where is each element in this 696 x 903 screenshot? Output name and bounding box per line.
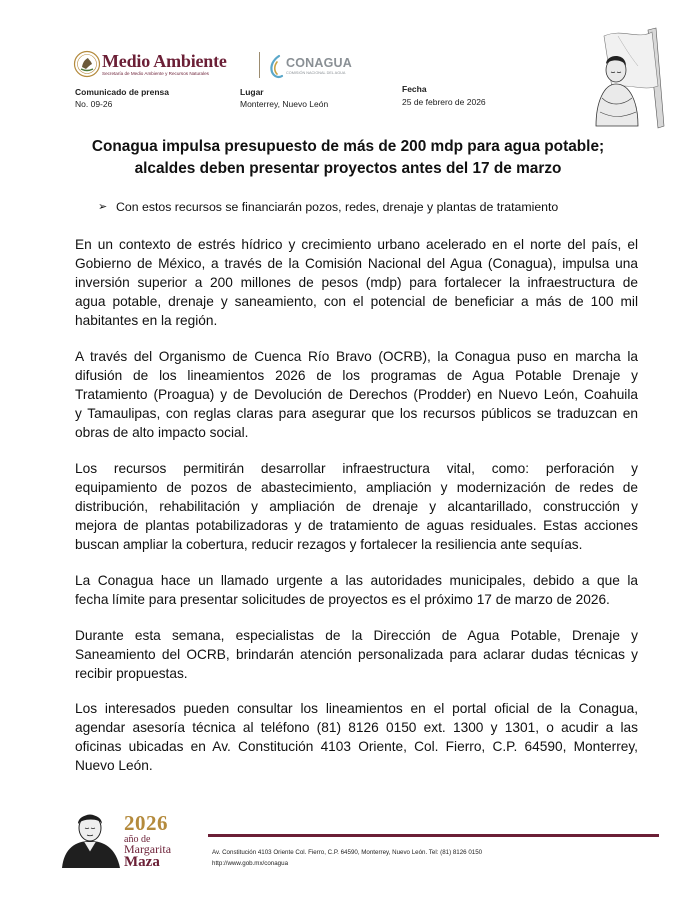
title-line: Conagua impulsa presupuesto de más de 200 mdp para agua potable; — [91, 138, 605, 155]
paragraph-line: agua potable, drenaje y saneamiento, con el potencial de beneficiar a más de 100 mil — [75, 294, 638, 309]
place-label: Lugar — [240, 87, 264, 97]
body-paragraph — [75, 459, 638, 554]
body-paragraph — [75, 347, 638, 442]
body-paragraph — [75, 626, 638, 683]
national-emblem-icon — [73, 50, 101, 78]
ministry-name: Medio Ambiente — [102, 51, 227, 71]
paragraph-line: obras de alto impacto social. — [75, 425, 249, 440]
medio-ambiente-logo — [73, 48, 253, 84]
paragraph-line: agendar asesoría técnica al teléfono (81) 8126 0150 ext. 1300 y 1301, o acudir a las — [75, 720, 638, 735]
paragraph-line: oficinas ubicadas en Av. Constitución 4103 Oriente, Col. Fierro, C.P. 64590, Monterrey, — [75, 739, 638, 754]
portrait-illustration — [60, 808, 122, 868]
date-label: Fecha — [402, 84, 427, 94]
heroine-flag-illustration — [578, 26, 666, 132]
paragraph-line: inversión superior a 200 millones de pesos (mdp) para fortalecer la infraestructura de — [75, 275, 638, 290]
paragraph-line: Tratamiento (Proagua) y de Devolución de Derechos (Prodder) en Nuevo León, Coahuila — [75, 387, 638, 402]
paragraph-line: A través del Organismo de Cuenca Río Bravo (OCRB), la Conagua puso en marcha la — [75, 349, 638, 364]
conagua-logo — [266, 50, 376, 84]
release-label: Comunicado de prensa — [75, 87, 169, 97]
paragraph-line: fecha límite para presentar solicitudes de proyectos es el próximo 17 de marzo de 2026. — [75, 592, 610, 607]
paragraph-line: equipamiento de pozos de abastecimiento, ampliación y modernización de redes de — [75, 480, 638, 495]
paragraph-line: Los interesados pueden consultar los lineamientos en el portal oficial de la Conagua, — [75, 701, 638, 716]
paragraph-line: La Conagua hace un llamado urgente a las autoridades municipales, debido a que la — [75, 573, 638, 588]
bullet-text: Con estos recursos se financiarán pozos, redes, drenaje y plantas de tratamiento — [116, 200, 559, 214]
press-release-title — [60, 136, 636, 180]
paragraph-line: habitantes en la región. — [75, 313, 218, 328]
anniversary-line: año de — [124, 834, 151, 845]
date-value: 25 de febrero de 2026 — [402, 97, 486, 107]
paragraph-line: En un contexto de estrés hídrico y crecimiento urbano acelerado en el norte del país, el — [75, 237, 638, 252]
paragraph-line: Gobierno de México, a través de la Comisión Nacional del Agua (Conagua), impulsa una — [75, 256, 638, 271]
title-line: alcaldes deben presentar proyectos antes del 17 de marzo — [134, 160, 562, 177]
anniversary-year: 2026 — [124, 811, 168, 835]
place-value: Monterrey, Nuevo León — [240, 99, 329, 109]
paragraph-line: recibir propuestas. — [75, 666, 188, 681]
arrow-bullet-icon: ➢ — [98, 201, 108, 213]
anniversary-line: Margarita — [124, 842, 172, 856]
paragraph-line: y Tamaulipas, con reglas claras para asegurar que los recursos públicos se traduzcan en — [75, 406, 638, 421]
anniversary-badge — [124, 812, 200, 870]
paragraph-line: Saneamiento del OCRB, brindarán atención personalizada para aclarar dudas técnicas y — [75, 647, 638, 662]
water-drop-icon — [266, 54, 284, 80]
agency-subtitle: COMISIÓN NACIONAL DEL AGUA — [286, 71, 346, 75]
paragraph-line: Nuevo León. — [75, 758, 153, 773]
release-number: No. 09-26 — [75, 99, 113, 109]
footer-url-link[interactable]: http://www.gob.mx/conagua — [212, 860, 289, 867]
logo-divider — [259, 52, 260, 78]
footer-address: Av. Constitución 4103 Oriente Col. Fierro, C.P. 64590, Monterrey, Nuevo León. Tel: (81) 8126 0150 — [212, 849, 483, 856]
body-paragraph — [75, 571, 638, 609]
paragraph-line: distribución, rehabilitación y ampliación de drenaje y alcantarillado, construcción y — [75, 499, 638, 514]
ministry-subtitle: Secretaría de Medio Ambiente y Recursos Naturales — [102, 71, 209, 76]
summary-bullet — [98, 200, 618, 214]
paragraph-line: mejora de plantas potabilizadoras y de tratamiento de aguas residuales. Estas acciones — [75, 518, 638, 533]
body-paragraph — [75, 235, 638, 330]
paragraph-line: buscan ampliar la cobertura, reducir rezagos y fortalecer la resiliencia ante sequías. — [75, 537, 583, 552]
paragraph-line: Durante esta semana, especialistas de la Dirección de Agua Potable, Drenaje y — [75, 628, 638, 643]
paragraph-line: difusión de los lineamientos 2026 de los programas de Agua Potable Drenaje y — [75, 368, 638, 383]
footer-rule — [208, 834, 659, 837]
body-paragraph — [75, 699, 638, 775]
anniversary-line: Maza — [124, 854, 160, 870]
paragraph-line: Los recursos permitirán desarrollar infraestructura vital, como: perforación y — [75, 461, 638, 476]
agency-name: CONAGUA — [286, 56, 352, 70]
